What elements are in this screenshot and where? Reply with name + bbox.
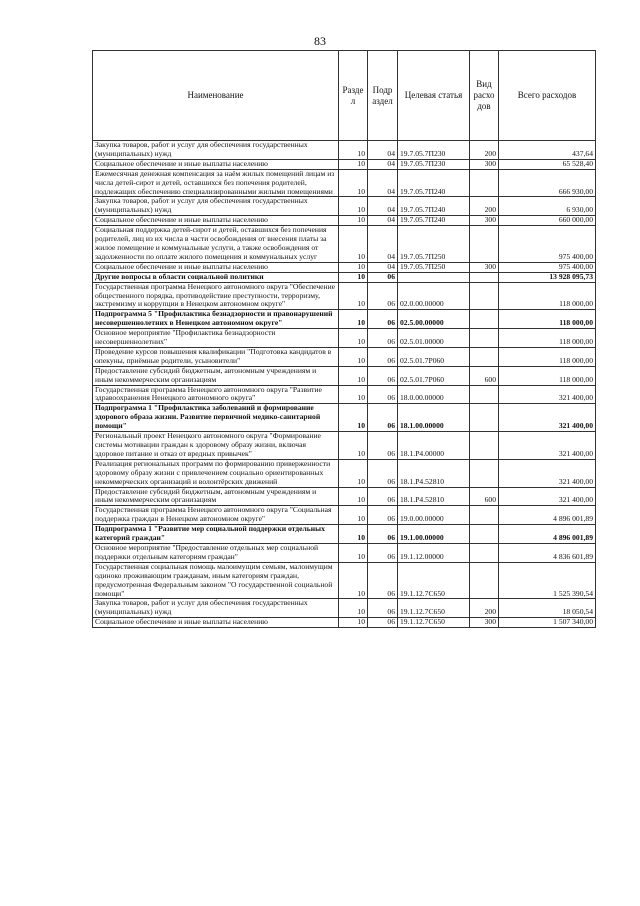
row-section: 10	[339, 226, 368, 263]
row-section: 10	[339, 543, 368, 562]
table-row	[93, 141, 596, 160]
row-target: 18.1.Р4.52810	[398, 459, 470, 487]
row-target: 19.0.00.00000	[398, 506, 470, 525]
row-name: Государственная социальная помощь малоимущим семьям, малоимущим одиноко проживающим гражданам, иным категориям граждан, предусмотренная Федеральным законом "О государственной социальной помощи"	[93, 562, 339, 599]
header-total: Всего расходов	[499, 51, 596, 141]
row-subsection: 06	[368, 329, 398, 348]
table-row	[93, 159, 596, 169]
row-subsection: 04	[368, 169, 398, 197]
row-section: 10	[339, 525, 368, 544]
row-subsection: 06	[368, 366, 398, 385]
row-expense-type	[470, 404, 499, 432]
row-section: 10	[339, 347, 368, 366]
row-name: Региональный проект Ненецкого автономного округа "Формирование системы мотивации граждан к здоровому образу жизни, включая здоровое питание и отказ от вредных привычек"	[93, 432, 339, 460]
row-expense-type	[470, 543, 499, 562]
table-row	[93, 599, 596, 618]
row-section: 10	[339, 282, 368, 310]
row-total: 666 930,00	[499, 169, 596, 197]
table-row	[93, 197, 596, 216]
row-section: 10	[339, 310, 368, 329]
row-name: Социальное обеспечение и иные выплаты населению	[93, 159, 339, 169]
row-name: Ежемесячная денежная компенсация за наём жилых помещений лицам из числа детей-сирот и детей, оставшихся без попечения родителей, подлежащих обеспечению специализированными жилыми помещениями	[93, 169, 339, 197]
row-section: 10	[339, 618, 368, 628]
row-target: 18.1.00.00000	[398, 404, 470, 432]
row-expense-type	[470, 310, 499, 329]
table-row	[93, 329, 596, 348]
row-target: 18.1.Р4.00000	[398, 432, 470, 460]
row-subsection: 06	[368, 599, 398, 618]
row-expense-type: 300	[470, 618, 499, 628]
table-row	[93, 404, 596, 432]
row-total: 321 400,00	[499, 432, 596, 460]
row-subsection: 06	[368, 459, 398, 487]
row-name: Основное мероприятие "Профилактика безнадзорности несовершеннолетних"	[93, 329, 339, 348]
table-row	[93, 562, 596, 599]
row-total: 118 000,00	[499, 366, 596, 385]
row-name: Закупка товаров, работ и услуг для обеспечения государственных (муниципальных) нужд	[93, 197, 339, 216]
row-total: 4 836 601,89	[499, 543, 596, 562]
row-target: 02.0.00.00000	[398, 282, 470, 310]
row-total: 975 400,00	[499, 226, 596, 263]
row-section: 10	[339, 432, 368, 460]
row-target: 19.1.00.00000	[398, 525, 470, 544]
row-subsection: 06	[368, 543, 398, 562]
row-subsection: 06	[368, 385, 398, 404]
row-name: Реализация региональных программ по формированию приверженности здоровому образу жизни с привлечением социально ориентированных некоммерческих организаций и волонтёрских движений	[93, 459, 339, 487]
table-row	[93, 618, 596, 628]
row-target: 19.7.05.7П240	[398, 197, 470, 216]
row-total: 660 000,00	[499, 216, 596, 226]
row-subsection: 06	[368, 525, 398, 544]
table-row	[93, 216, 596, 226]
header-section: Разде л	[339, 51, 368, 141]
row-name: Подпрограмма 5 "Профилактика безнадзорности и правонарушений несовершеннолетних в Ненецком автономном округе"	[93, 310, 339, 329]
row-target: 19.7.05.7П230	[398, 141, 470, 160]
table-row	[93, 272, 596, 282]
row-name: Государственная программа Ненецкого автономного округа "Развитие здравоохранения Ненецкого автономного округа"	[93, 385, 339, 404]
table-row	[93, 487, 596, 506]
row-target: 19.1.12.00000	[398, 543, 470, 562]
header-expense-type: Вид расхо дов	[470, 51, 499, 141]
row-expense-type: 300	[470, 159, 499, 169]
row-section: 10	[339, 385, 368, 404]
row-name: Социальное обеспечение и иные выплаты населению	[93, 216, 339, 226]
row-subsection: 06	[368, 618, 398, 628]
row-total: 1 507 340,00	[499, 618, 596, 628]
row-name: Проведение курсов повышения квалификации "Подготовка кандидатов в опекуны, приёмные родители, усыновители"	[93, 347, 339, 366]
row-subsection: 06	[368, 562, 398, 599]
row-total: 975 400,00	[499, 262, 596, 272]
row-subsection: 06	[368, 487, 398, 506]
row-expense-type: 200	[470, 599, 499, 618]
row-section: 10	[339, 272, 368, 282]
row-total: 321 400,00	[499, 385, 596, 404]
row-target: 19.7.05.7П250	[398, 226, 470, 263]
row-name: Подпрограмма 1 "Развитие мер социальной поддержки отдельных категорий граждан"	[93, 525, 339, 544]
table-header-row	[93, 51, 596, 141]
row-total: 321 400,00	[499, 404, 596, 432]
row-total: 4 896 001,89	[499, 506, 596, 525]
table-row	[93, 543, 596, 562]
row-subsection: 04	[368, 141, 398, 160]
table-row	[93, 366, 596, 385]
row-expense-type: 600	[470, 366, 499, 385]
row-section: 10	[339, 169, 368, 197]
table-row	[93, 459, 596, 487]
row-target: 19.7.05.7П250	[398, 262, 470, 272]
table-row	[93, 282, 596, 310]
row-expense-type: 600	[470, 487, 499, 506]
row-total: 6 930,00	[499, 197, 596, 216]
row-subsection: 04	[368, 262, 398, 272]
row-subsection: 06	[368, 347, 398, 366]
table-row	[93, 169, 596, 197]
row-expense-type	[470, 347, 499, 366]
row-total: 118 000,00	[499, 329, 596, 348]
row-total: 321 400,00	[499, 487, 596, 506]
row-expense-type	[470, 525, 499, 544]
row-expense-type	[470, 432, 499, 460]
row-subsection: 04	[368, 159, 398, 169]
table-row	[93, 385, 596, 404]
row-subsection: 06	[368, 272, 398, 282]
table-row	[93, 432, 596, 460]
header-target: Целевая статья	[398, 51, 470, 141]
row-subsection: 06	[368, 432, 398, 460]
row-name: Закупка товаров, работ и услуг для обеспечения государственных (муниципальных) нужд	[93, 141, 339, 160]
row-subsection: 04	[368, 226, 398, 263]
table-row	[93, 262, 596, 272]
row-expense-type: 300	[470, 216, 499, 226]
row-total: 65 528,40	[499, 159, 596, 169]
row-total: 4 896 001,89	[499, 525, 596, 544]
row-target: 19.1.12.7С650	[398, 618, 470, 628]
table-row	[93, 310, 596, 329]
row-target: 02.5.01.7Р060	[398, 366, 470, 385]
row-target	[398, 272, 470, 282]
row-name: Социальная поддержка детей-сирот и детей, оставшихся без попечения родителей, лиц из их числа в части освобождения от внесения платы за жилое помещение и коммунальные услуги, а также освобождения от задолженности по оплате жилого помещения и коммунальных услуг	[93, 226, 339, 263]
row-section: 10	[339, 366, 368, 385]
row-target: 02.5.01.7Р060	[398, 347, 470, 366]
row-name: Закупка товаров, работ и услуг для обеспечения государственных (муниципальных) нужд	[93, 599, 339, 618]
budget-table	[92, 50, 596, 628]
row-section: 10	[339, 506, 368, 525]
row-total: 118 000,00	[499, 347, 596, 366]
row-name: Предоставление субсидий бюджетным, автономным учреждениям и иным некоммерческим организациям	[93, 366, 339, 385]
row-expense-type	[470, 385, 499, 404]
row-target: 02.5.01.00000	[398, 329, 470, 348]
row-expense-type	[470, 329, 499, 348]
row-expense-type	[470, 459, 499, 487]
row-subsection: 06	[368, 282, 398, 310]
row-name: Социальное обеспечение и иные выплаты населению	[93, 618, 339, 628]
row-target: 19.7.05.7П230	[398, 159, 470, 169]
row-subsection: 04	[368, 197, 398, 216]
row-section: 10	[339, 159, 368, 169]
row-target: 19.1.12.7С650	[398, 599, 470, 618]
row-target: 19.1.12.7С650	[398, 562, 470, 599]
row-section: 10	[339, 262, 368, 272]
row-name: Другие вопросы в области социальной политики	[93, 272, 339, 282]
row-name: Государственная программа Ненецкого автономного округа "Обеспечение общественного порядка, противодействие преступности, терроризму, экстремизму и коррупции в Ненецком автономном округе"	[93, 282, 339, 310]
row-expense-type: 200	[470, 141, 499, 160]
row-expense-type	[470, 506, 499, 525]
page-number: 83	[314, 34, 326, 48]
row-target: 02.5.00.00000	[398, 310, 470, 329]
row-total: 437,64	[499, 141, 596, 160]
header-subsection: Подр аздел	[368, 51, 398, 141]
row-total: 13 928 095,73	[499, 272, 596, 282]
row-total: 118 000,00	[499, 282, 596, 310]
row-expense-type	[470, 562, 499, 599]
row-expense-type	[470, 169, 499, 197]
row-name: Государственная программа Ненецкого автономного округа "Социальная поддержка граждан в Ненецком автономном округе"	[93, 506, 339, 525]
row-section: 10	[339, 404, 368, 432]
row-target: 19.7.05.7П240	[398, 216, 470, 226]
row-target: 18.0.00.00000	[398, 385, 470, 404]
row-target: 19.7.05.7П240	[398, 169, 470, 197]
row-subsection: 06	[368, 506, 398, 525]
row-subsection: 04	[368, 216, 398, 226]
row-total: 18 050,54	[499, 599, 596, 618]
row-section: 10	[339, 459, 368, 487]
row-name: Социальное обеспечение и иные выплаты населению	[93, 262, 339, 272]
row-section: 10	[339, 562, 368, 599]
row-expense-type: 200	[470, 197, 499, 216]
row-name: Основное мероприятие "Предоставление отдельных мер социальной поддержки отдельным категориям граждан"	[93, 543, 339, 562]
row-target: 18.1.Р4.52810	[398, 487, 470, 506]
row-subsection: 06	[368, 310, 398, 329]
row-expense-type	[470, 282, 499, 310]
table-row	[93, 226, 596, 263]
header-name: Наименование	[93, 51, 339, 141]
row-total: 321 400,00	[499, 459, 596, 487]
row-section: 10	[339, 216, 368, 226]
row-section: 10	[339, 141, 368, 160]
row-name: Предоставление субсидий бюджетным, автономным учреждениям и иным некоммерческим организациям	[93, 487, 339, 506]
row-name: Подпрограмма 1 "Профилактика заболеваний и формирование здорового образа жизни. Развитие первичной медико-санитарной помощи"	[93, 404, 339, 432]
table-row	[93, 525, 596, 544]
row-total: 1 525 390,54	[499, 562, 596, 599]
table-row	[93, 347, 596, 366]
row-section: 10	[339, 487, 368, 506]
row-expense-type: 300	[470, 262, 499, 272]
row-section: 10	[339, 599, 368, 618]
row-total: 118 000,00	[499, 310, 596, 329]
row-section: 10	[339, 329, 368, 348]
table-row	[93, 506, 596, 525]
row-section: 10	[339, 197, 368, 216]
row-expense-type	[470, 226, 499, 263]
row-subsection: 06	[368, 404, 398, 432]
row-expense-type	[470, 272, 499, 282]
